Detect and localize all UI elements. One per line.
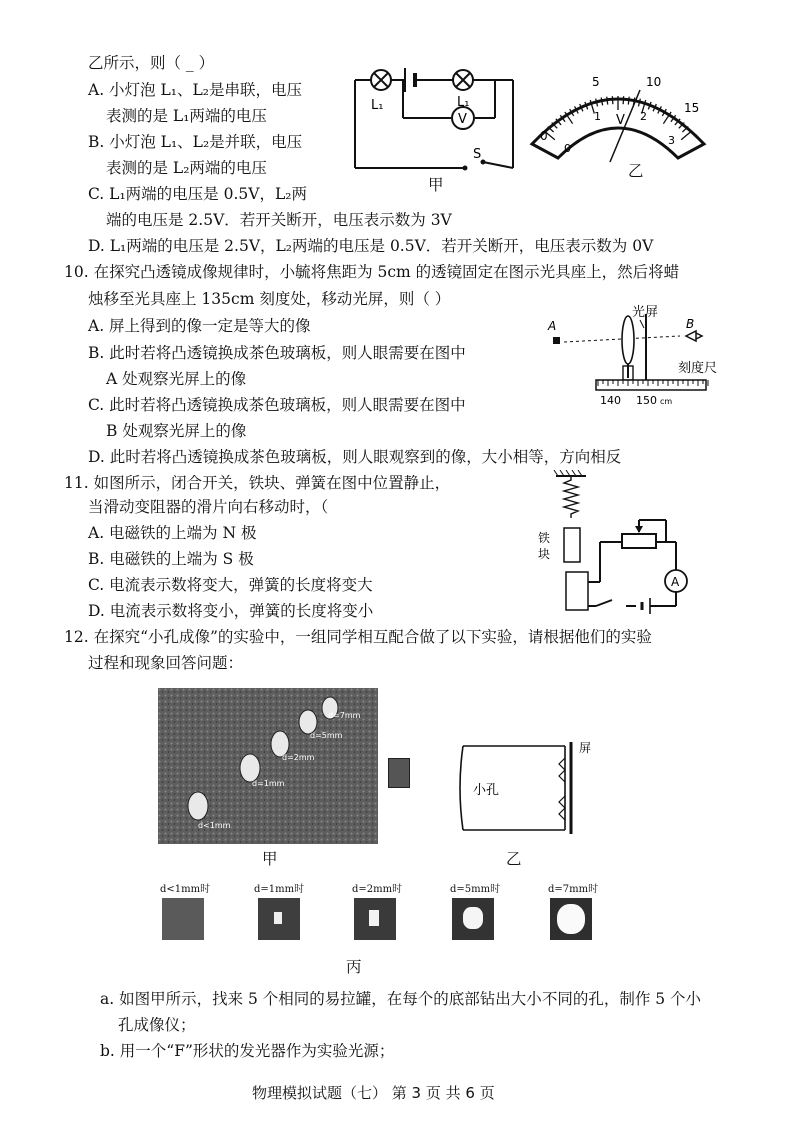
q12-fig-jia-caption: 甲 bbox=[262, 850, 278, 868]
rheostat-icon bbox=[622, 534, 656, 548]
dial-lower-tick-0: 0 bbox=[564, 142, 571, 155]
dial-upper-tick-10: 10 bbox=[646, 75, 662, 89]
q9-option-d: D. L₁两端的电压是 2.5V，L₂两端的电压是 0.5V．若开关断开，电压表示数为 0V bbox=[88, 237, 654, 255]
dial-lower-tick-3: 3 bbox=[668, 134, 675, 147]
lamp-l1-label: L₁ bbox=[371, 98, 384, 113]
ruler-tick-140: 140 bbox=[600, 394, 621, 407]
q10-optical-bench-figure bbox=[540, 298, 740, 420]
q11-option-c: C. 电流表示数将变大，弹簧的长度将变大 bbox=[88, 576, 373, 594]
lamp-l2-icon bbox=[453, 70, 473, 90]
q9-option-b-line1: B. 小灯泡 L₁、L₂是并联，电压 bbox=[88, 133, 303, 151]
q10-option-a: A. 屏上得到的像一定是等大的像 bbox=[88, 317, 311, 335]
q11-option-a: A. 电磁铁的上端为 N 极 bbox=[88, 524, 257, 542]
point-a-label: A bbox=[548, 319, 557, 333]
q9-option-a-line2: 表测的是 L₁两端的电压 bbox=[106, 107, 267, 125]
q9-option-c-line2: 端的电压是 2.5V．若开关断开，电压表示数为 3V bbox=[106, 211, 452, 229]
ruler-unit: cm bbox=[660, 397, 673, 406]
jia-label-dlt1: d<1mm bbox=[198, 821, 231, 830]
dial-upper-tick-0: 0 bbox=[540, 129, 548, 143]
q12-step-a-line1: a. 如图甲所示，找来 5 个相同的易拉罐，在每个的底部钻出大小不同的孔，制作 5 个小 bbox=[100, 990, 702, 1008]
jia-label-d7: d=7mm bbox=[328, 711, 361, 720]
can-2 bbox=[240, 754, 260, 782]
switch-label: S bbox=[473, 147, 482, 162]
bing-label-2: d=1mm时 bbox=[254, 884, 305, 895]
bing-label-5: d=7mm时 bbox=[548, 884, 599, 895]
q11-stem-line2: 当滑动变阻器的滑片向右移动时，（ bbox=[88, 498, 329, 516]
page-footer: 物理模拟试题（七） 第 3 页 共 6 页 bbox=[252, 1084, 495, 1102]
jia-label-d5: d=5mm bbox=[310, 731, 343, 740]
spring-icon bbox=[564, 476, 578, 518]
dial-unit: V bbox=[616, 113, 625, 128]
lamp-l2-label: L₁ bbox=[457, 95, 470, 110]
dial-lower-tick-2: 2 bbox=[640, 110, 647, 123]
q11-stem-line1: 11. 如图所示，闭合开关，铁块、弹簧在图中位置静止， bbox=[64, 474, 451, 492]
iron-block bbox=[564, 528, 580, 562]
lens-icon bbox=[622, 316, 634, 364]
q9-option-a-line1: A. 小灯泡 L₁、L₂是串联，电压 bbox=[88, 81, 302, 99]
q11-option-d: D. 电流表示数将变小，弹簧的长度将变小 bbox=[88, 602, 374, 620]
q12-fig-bing-row bbox=[158, 880, 638, 940]
q10-option-c-line1: C. 此时若将凸透镜换成茶色玻璃板，则人眼需要在图中 bbox=[88, 396, 466, 414]
q9-option-b-line2: 表测的是 L₂两端的电压 bbox=[106, 159, 267, 177]
jia-label-d2: d=2mm bbox=[282, 753, 315, 762]
bing-label-3: d=2mm时 bbox=[352, 884, 403, 895]
bing-label-4: d=5mm时 bbox=[450, 884, 501, 895]
q12-fig-yi-diagram bbox=[455, 738, 615, 838]
bing-image-1 bbox=[162, 898, 204, 940]
q10-option-b-line2: A 处观察光屏上的像 bbox=[106, 370, 247, 388]
yi-screen-label: 屏 bbox=[579, 741, 592, 755]
can-1 bbox=[188, 792, 208, 820]
q12-step-a-line2: 孔成像仪； bbox=[118, 1016, 196, 1034]
q12-step-b: b. 用一个“F”形状的发光器作为实验光源； bbox=[100, 1042, 395, 1060]
q9-option-c-line1: C. L₁两端的电压是 0.5V，L₂两 bbox=[88, 185, 307, 203]
q9-stem: 乙所示，则（ _ ） bbox=[88, 54, 215, 72]
voltmeter-label: V bbox=[458, 112, 467, 127]
dial-lower-tick-1: 1 bbox=[594, 110, 601, 123]
bing-image-4 bbox=[452, 898, 494, 940]
dial-upper-tick-5: 5 bbox=[592, 75, 600, 89]
q12-stem-line2: 过程和现象回答问题： bbox=[88, 654, 244, 672]
q10-option-d: D. 此时若将凸透镜换成茶色玻璃板，则人眼观察到的像，大小相等，方向相反 bbox=[88, 448, 622, 466]
q10-option-b-line1: B. 此时若将凸透镜换成茶色玻璃板，则人眼需要在图中 bbox=[88, 344, 466, 362]
q12-fig-jia-photo bbox=[158, 688, 378, 844]
bing-image-3 bbox=[354, 898, 396, 940]
bing-image-2 bbox=[258, 898, 300, 940]
ruler-label: 刻度尺 bbox=[678, 361, 718, 376]
q10-option-c-line2: B 处观察光屏上的像 bbox=[106, 422, 247, 440]
q9-fig-jia-caption: 甲 bbox=[428, 176, 444, 194]
jia-label-d1: d=1mm bbox=[252, 779, 285, 788]
q9-voltmeter-dial bbox=[528, 62, 708, 172]
iron-label-1: 铁 bbox=[538, 531, 551, 545]
q9-fig-yi-caption: 乙 bbox=[628, 162, 644, 180]
ammeter-label: A bbox=[671, 575, 680, 589]
screen-label: 光屏 bbox=[632, 305, 659, 320]
bing-image-5 bbox=[550, 898, 592, 940]
lamp-l1-icon bbox=[371, 70, 391, 90]
point-a-marker bbox=[553, 337, 560, 344]
yi-hole-label: 小孔 bbox=[473, 783, 500, 798]
q11-electromagnet-figure bbox=[526, 470, 696, 620]
eye-icon bbox=[686, 331, 702, 341]
point-b-label: B bbox=[686, 317, 695, 331]
q11-option-b: B. 电磁铁的上端为 S 极 bbox=[88, 550, 254, 568]
q12-fig-bing-caption: 丙 bbox=[346, 958, 362, 976]
electromagnet-core bbox=[566, 572, 588, 610]
q10-stem-line2: 烛移至光具座上 135cm 刻度处，移动光屏，则（ ） bbox=[88, 290, 451, 308]
q12-stem-line1: 12. 在探究“小孔成像”的实验中，一组同学相互配合做了以下实验，请根据他们的实验 bbox=[64, 628, 652, 646]
iron-label-2: 块 bbox=[538, 547, 551, 561]
q10-stem-line1: 10. 在探究凸透镜成像规律时，小毓将焦距为 5cm 的透镜固定在图示光具座上，然后将蜡 bbox=[64, 263, 680, 281]
ruler-tick-150: 150 bbox=[636, 394, 657, 407]
dial-upper-tick-15: 15 bbox=[684, 101, 700, 115]
q12-fig-yi-caption: 乙 bbox=[506, 850, 522, 868]
light-source-chip bbox=[388, 758, 410, 788]
bing-label-1: d<1mm时 bbox=[160, 884, 211, 895]
